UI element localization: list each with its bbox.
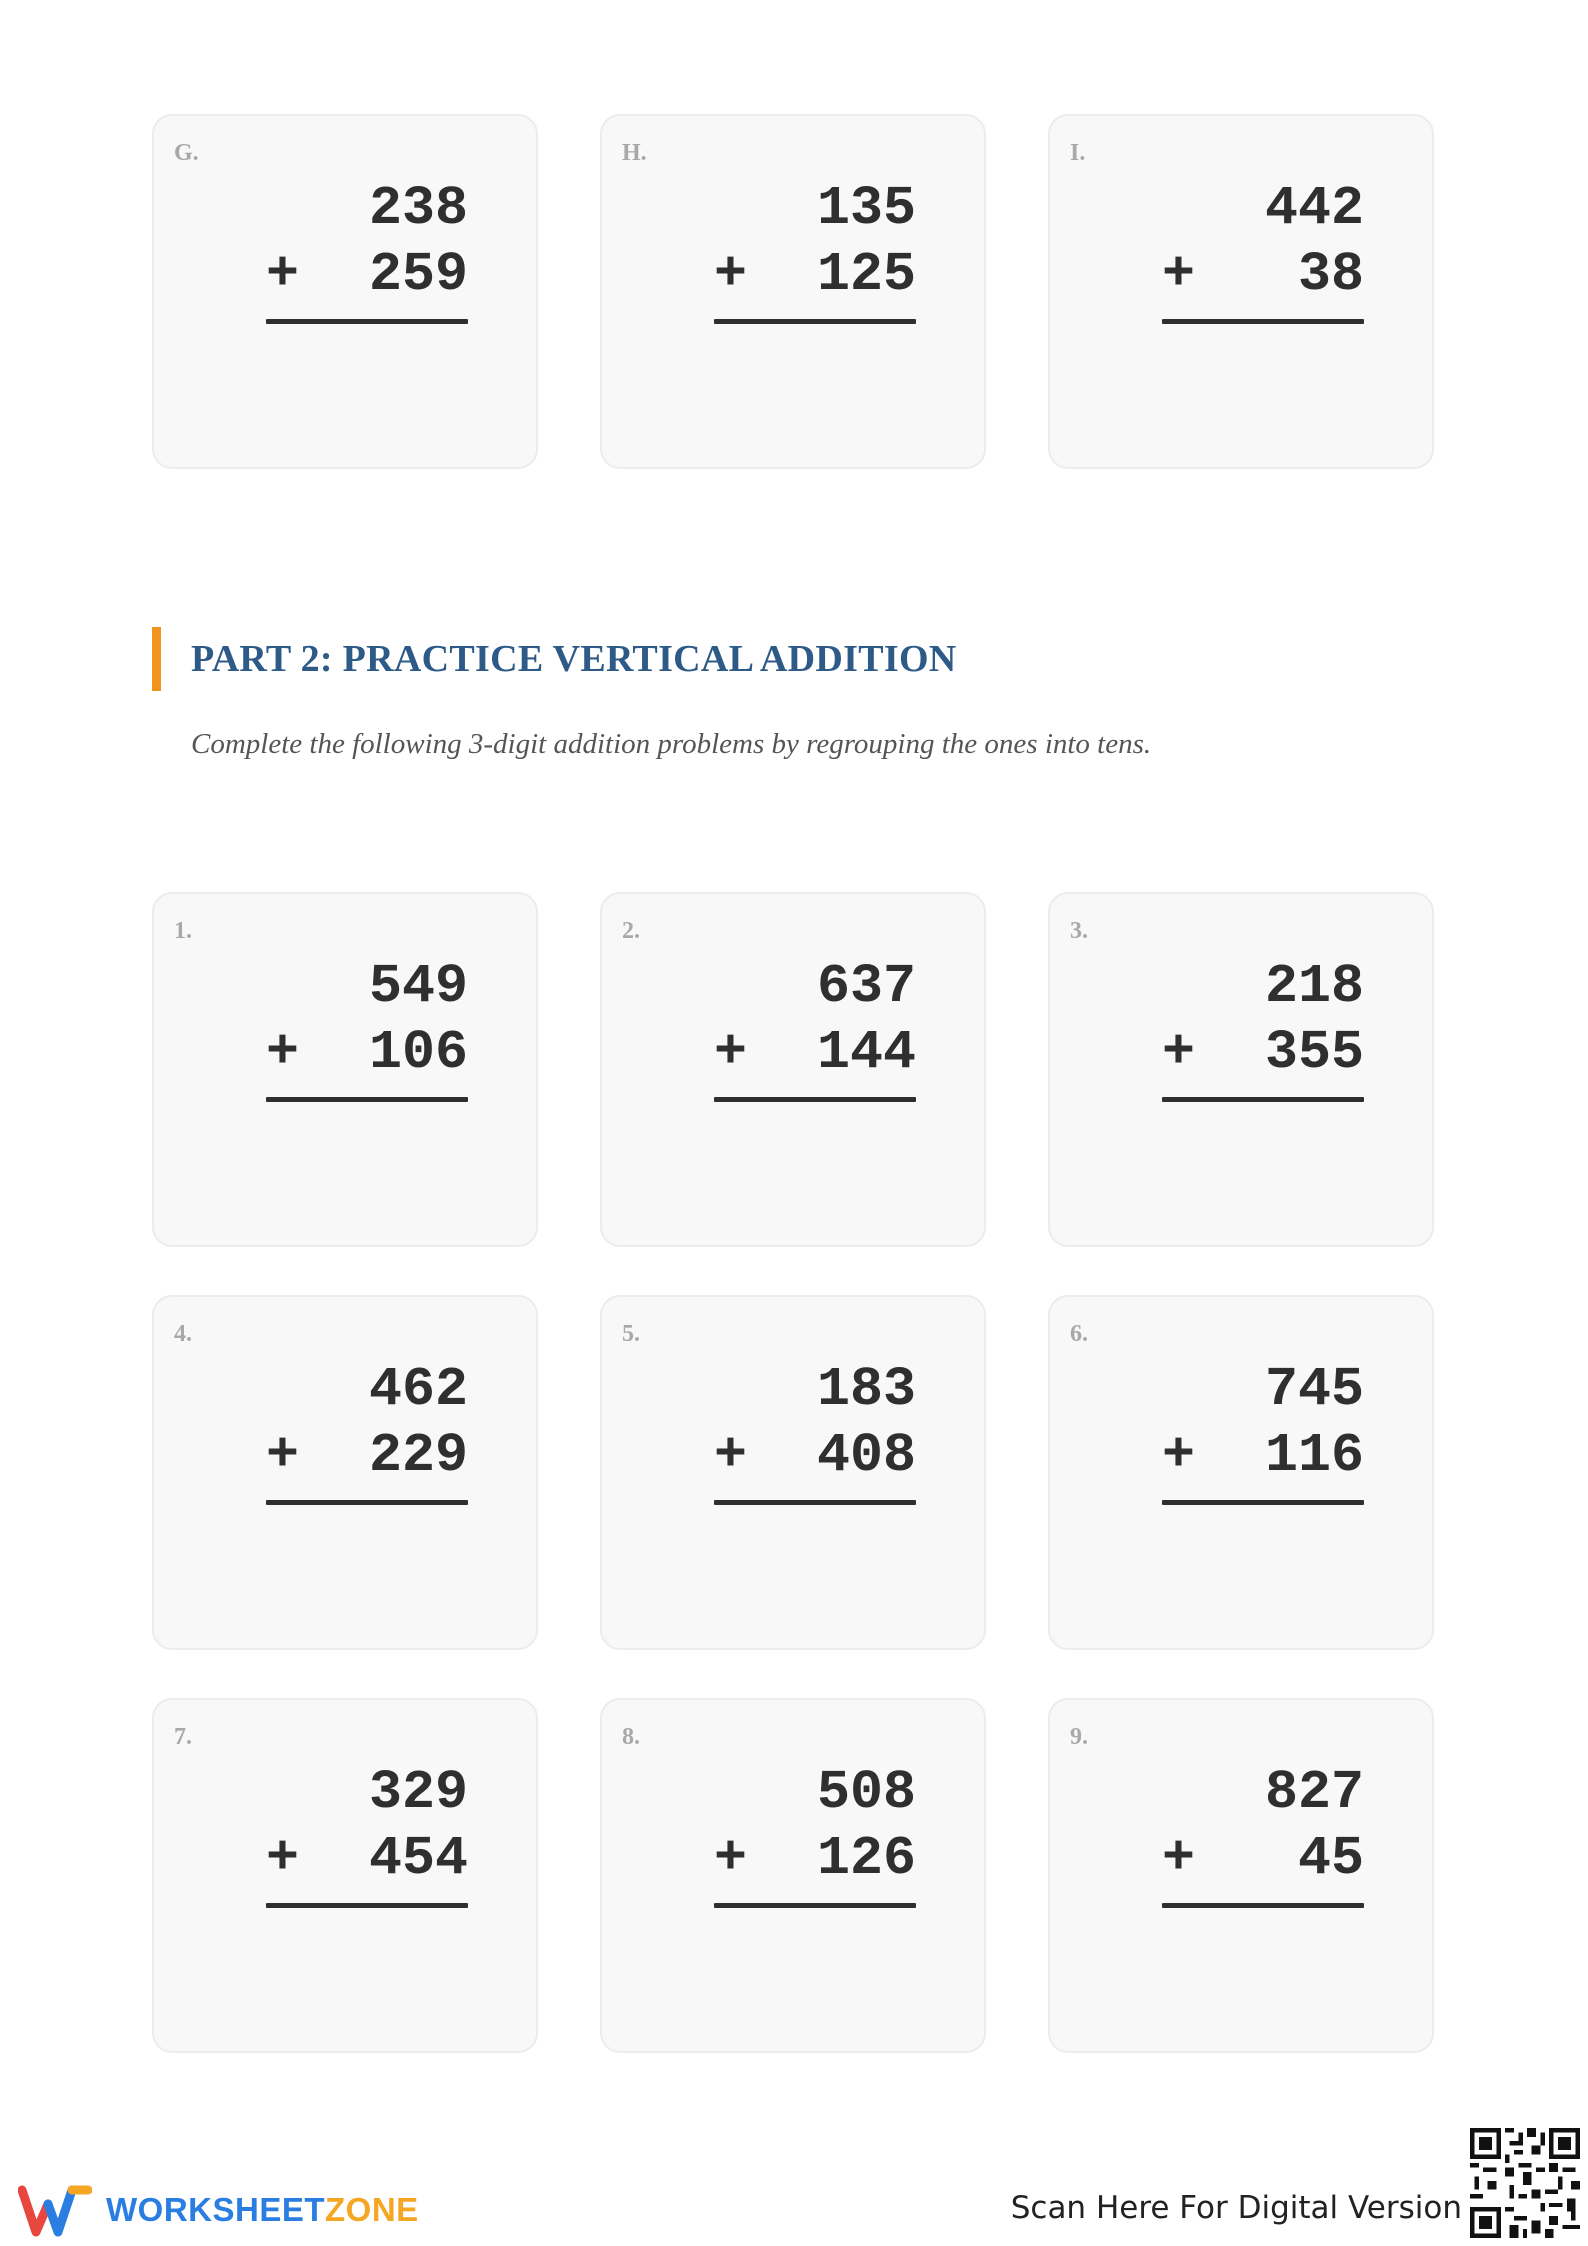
addend-bottom: 106 [368, 1021, 468, 1084]
problem-label: 1. [174, 918, 192, 944]
vertical-addition [1162, 176, 1364, 324]
problem-card-3 [1048, 892, 1434, 1247]
vertical-addition [714, 176, 916, 324]
addend-bottom: 229 [368, 1424, 468, 1487]
practice-problem-grid [152, 892, 1434, 2053]
scan-instruction: Scan Here For Digital Version [1010, 2190, 1462, 2226]
problem-card-1 [152, 892, 538, 1247]
addend-bottom: 408 [816, 1424, 916, 1487]
answer-line [266, 1500, 468, 1505]
qr-code-icon[interactable] [1470, 2128, 1580, 2238]
problem-label: 4. [174, 1321, 192, 1347]
addend-top: 549 [368, 955, 468, 1018]
problem-label: 6. [1070, 1321, 1088, 1347]
plus-sign: + [266, 1827, 300, 1890]
problem-card-g [152, 114, 538, 469]
addend-bottom: 125 [816, 243, 916, 306]
answer-line [266, 1903, 468, 1908]
problem-label: 2. [622, 918, 640, 944]
problem-card-8 [600, 1698, 986, 2053]
answer-line [714, 1500, 916, 1505]
plus-sign: + [714, 1827, 748, 1890]
problem-label: I. [1070, 140, 1086, 166]
addend-top: 183 [816, 1358, 916, 1421]
section-instructions: Complete the following 3-digit addition problems by regrouping the ones into tens. [191, 728, 1152, 760]
brand-part-zone: ZONE [325, 2191, 419, 2228]
vertical-addition [266, 1760, 468, 1908]
addend-bottom: 355 [1264, 1021, 1364, 1084]
problem-label: 9. [1070, 1724, 1088, 1750]
addend-top: 329 [368, 1761, 468, 1824]
addend-bottom: 116 [1264, 1424, 1364, 1487]
addend-top: 508 [816, 1761, 916, 1824]
plus-sign: + [1162, 1827, 1196, 1890]
problem-label: 8. [622, 1724, 640, 1750]
logo-w-icon [18, 2182, 92, 2238]
addend-bottom: 45 [1297, 1827, 1364, 1890]
problem-card-i [1048, 114, 1434, 469]
problem-card-2 [600, 892, 986, 1247]
addend-top: 745 [1264, 1358, 1364, 1421]
problem-label: 7. [174, 1724, 192, 1750]
worksheetzone-logo[interactable] [18, 2182, 419, 2238]
problem-card-6 [1048, 1295, 1434, 1650]
plus-sign: + [266, 1424, 300, 1487]
vertical-addition [714, 1357, 916, 1505]
answer-line [266, 1097, 468, 1102]
addend-top: 442 [1264, 177, 1364, 240]
vertical-addition [1162, 1760, 1364, 1908]
accent-bar [152, 627, 161, 691]
addend-bottom: 38 [1297, 243, 1364, 306]
problem-label: 5. [622, 1321, 640, 1347]
addend-bottom: 126 [816, 1827, 916, 1890]
answer-line [1162, 1500, 1364, 1505]
vertical-addition [1162, 954, 1364, 1102]
vertical-addition [266, 954, 468, 1102]
addend-bottom: 144 [816, 1021, 916, 1084]
top-problem-grid [152, 114, 1434, 469]
problem-card-5 [600, 1295, 986, 1650]
answer-line [1162, 319, 1364, 324]
problem-label: 3. [1070, 918, 1088, 944]
problem-card-9 [1048, 1698, 1434, 2053]
addend-top: 637 [816, 955, 916, 1018]
addend-top: 218 [1264, 955, 1364, 1018]
answer-line [1162, 1903, 1364, 1908]
problem-label: H. [622, 140, 647, 166]
vertical-addition [714, 954, 916, 1102]
vertical-addition [266, 1357, 468, 1505]
brand-part-worksheet: WORKSHEET [106, 2191, 325, 2228]
answer-line [266, 319, 468, 324]
problem-card-7 [152, 1698, 538, 2053]
addend-top: 827 [1264, 1761, 1364, 1824]
plus-sign: + [1162, 243, 1196, 306]
section-heading [152, 627, 957, 691]
addend-bottom: 454 [368, 1827, 468, 1890]
vertical-addition [714, 1760, 916, 1908]
plus-sign: + [1162, 1424, 1196, 1487]
answer-line [714, 1097, 916, 1102]
plus-sign: + [714, 243, 748, 306]
plus-sign: + [1162, 1021, 1196, 1084]
addend-top: 238 [368, 177, 468, 240]
problem-label: G. [174, 140, 199, 166]
section-title: PART 2: PRACTICE VERTICAL ADDITION [191, 638, 957, 680]
plus-sign: + [714, 1021, 748, 1084]
problem-card-4 [152, 1295, 538, 1650]
problem-card-h [600, 114, 986, 469]
plus-sign: + [266, 1021, 300, 1084]
addend-top: 135 [816, 177, 916, 240]
vertical-addition [1162, 1357, 1364, 1505]
answer-line [1162, 1097, 1364, 1102]
answer-line [714, 319, 916, 324]
plus-sign: + [714, 1424, 748, 1487]
addend-top: 462 [368, 1358, 468, 1421]
plus-sign: + [266, 243, 300, 306]
addend-bottom: 259 [368, 243, 468, 306]
vertical-addition [266, 176, 468, 324]
answer-line [714, 1903, 916, 1908]
brand-name [106, 2191, 419, 2229]
